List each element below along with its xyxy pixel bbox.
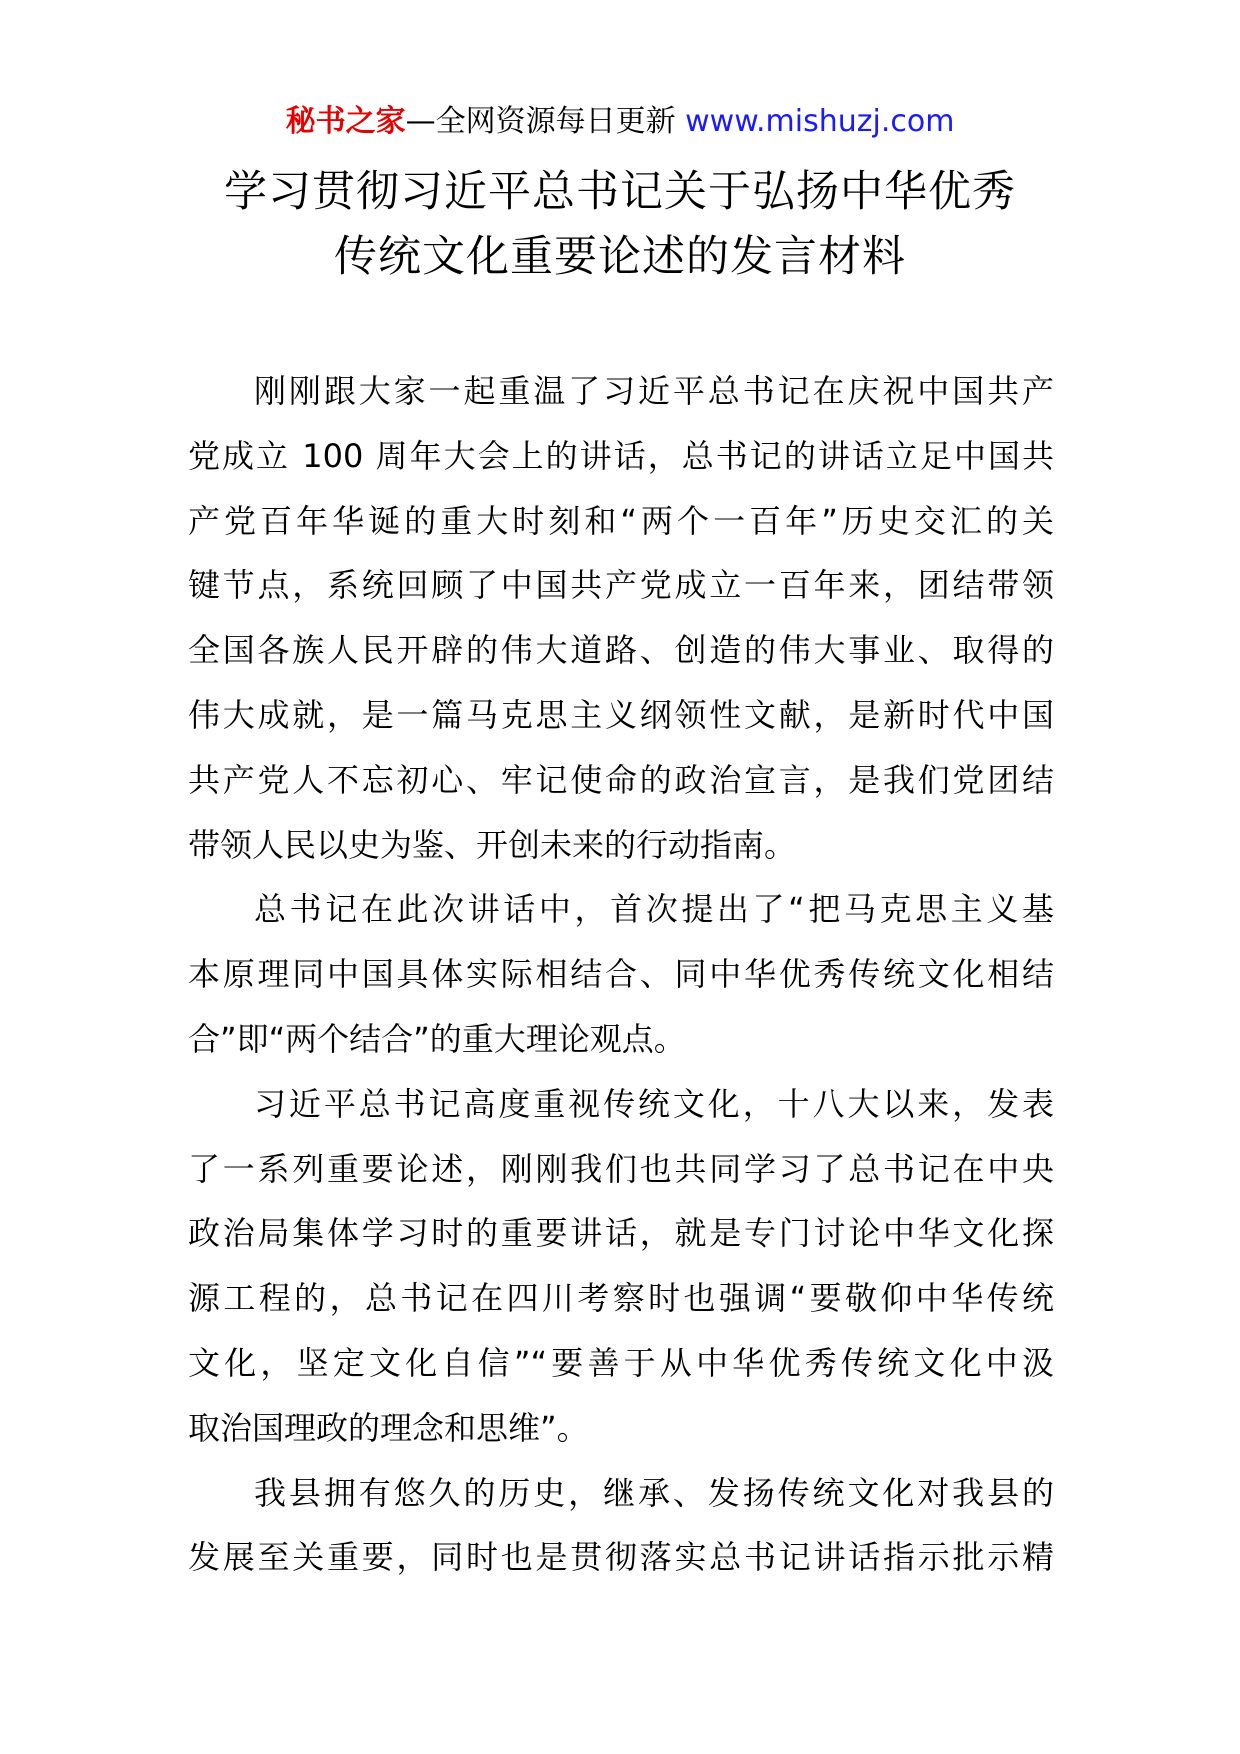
title-line-2: 传统文化重要论述的发言材料 (334, 232, 906, 282)
paragraph-line: 我县拥有悠久的历史，继承、发扬传统文化对我县的 (254, 1473, 1054, 1512)
paragraph-line: 伟大成就，是一篇马克思主义纲领性文献，是新时代中国 (188, 695, 1054, 734)
header-tagline: —全网资源每日更新 (405, 104, 676, 139)
paragraph-line: 取治国理政的理念和思维”。 (188, 1408, 589, 1447)
paragraph-line: 共产党人不忘初心、牢记使命的政治宣言，是我们党团结 (188, 760, 1054, 799)
paragraph-1 (188, 359, 1054, 877)
document-title (120, 160, 1120, 290)
page-header (0, 100, 1240, 144)
paragraph-line: 党成立 100 周年大会上的讲话，总书记的讲话立足中国共 (188, 436, 1054, 475)
title-line-1: 学习贯彻习近平总书记关于弘扬中华优秀 (224, 167, 1016, 217)
paragraph-line: 产党百年华诞的重大时刻和“两个一百年”历史交汇的关 (188, 501, 1054, 540)
paragraph-line: 政治局集体学习时的重要讲话，就是专门讨论中华文化探 (188, 1214, 1054, 1253)
paragraph-line: 合”即“两个结合”的重大理论观点。 (188, 1019, 686, 1058)
paragraph-line: 刚刚跟大家一起重温了习近平总书记在庆祝中国共产 (254, 372, 1054, 410)
paragraph-4 (188, 1461, 1054, 1591)
site-url-link[interactable]: www.mishuzj.com (685, 104, 955, 139)
paragraph-line: 带领人民以史为鉴、开创未来的行动指南。 (188, 825, 797, 864)
brand-name: 秘书之家 (285, 104, 406, 139)
document-body (188, 359, 1054, 1590)
paragraph-line: 全国各族人民开辟的伟大道路、创造的伟大事业、取得的 (188, 631, 1054, 670)
paragraph-line: 习近平总书记高度重视传统文化，十八大以来，发表 (254, 1084, 1054, 1123)
paragraph-line: 文化，坚定文化自信”“要善于从中华优秀传统文化中汲 (188, 1343, 1054, 1382)
paragraph-line: 总书记在此次讲话中，首次提出了“把马克思主义基 (254, 890, 1054, 929)
paragraph-line: 本原理同中国具体实际相结合、同中华优秀传统文化相结 (188, 955, 1054, 994)
paragraph-2 (188, 877, 1054, 1071)
paragraph-line: 了一系列重要论述，刚刚我们也共同学习了总书记在中央 (188, 1149, 1054, 1188)
paragraph-line: 发展至关重要，同时也是贯彻落实总书记讲话指示批示精 (188, 1538, 1054, 1577)
paragraph-line: 键节点，系统回顾了中国共产党成立一百年来，团结带领 (188, 566, 1054, 605)
paragraph-3 (188, 1072, 1054, 1461)
paragraph-line: 源工程的，总书记在四川考察时也强调“要敬仰中华传统 (188, 1279, 1054, 1318)
